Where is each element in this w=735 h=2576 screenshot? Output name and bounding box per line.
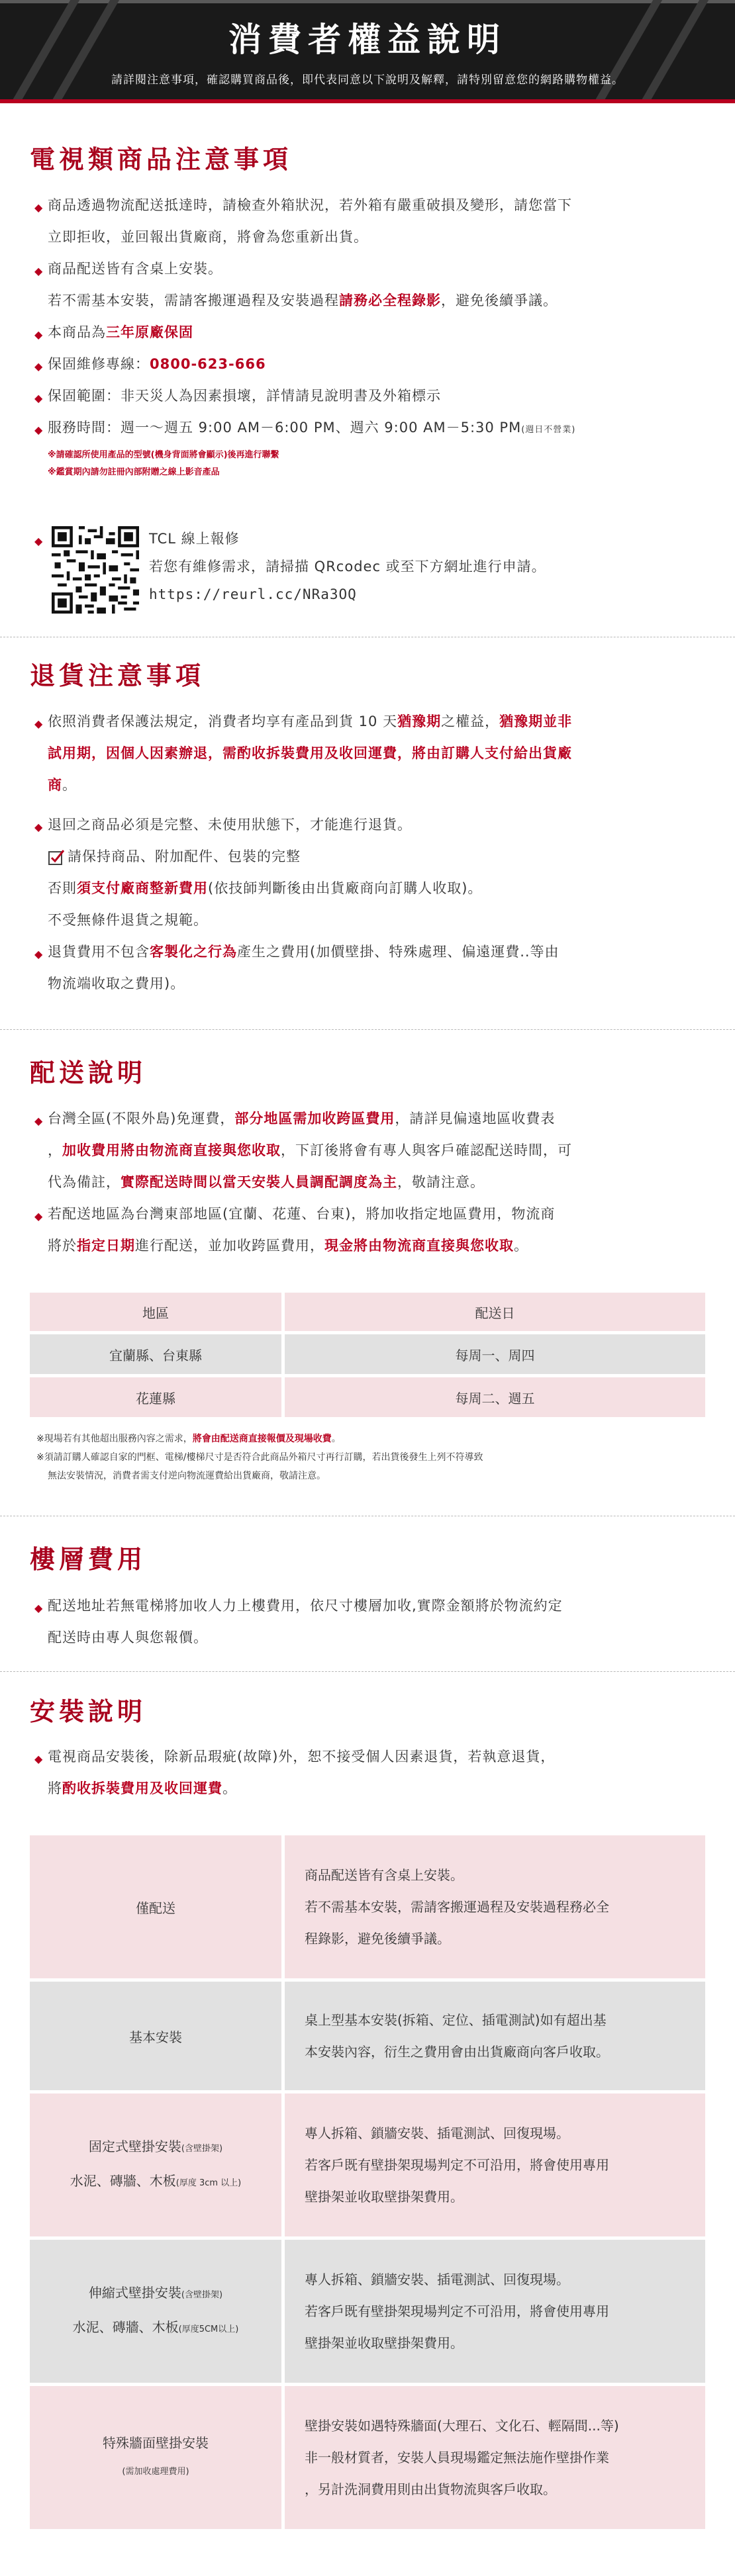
tv-report-url-link[interactable]: https://reurl.cc/NRa3OQ — [149, 586, 357, 602]
bullet-diamond-icon: ◆ — [34, 1602, 43, 1614]
bullet-diamond-icon: ◆ — [34, 265, 43, 277]
section-title-returns: 退貨注意事項 — [30, 661, 205, 690]
bullet-diamond-icon: ◆ — [34, 1210, 43, 1222]
install-table-cell-type: 基本安裝 — [30, 1982, 281, 2090]
page-subtitle: 請詳閱注意事項，確認購買商品後，即代表同意以下說明及解釋，請特別留意您的網路購物權益。 — [111, 73, 624, 87]
bullet-diamond-icon: ◆ — [34, 1115, 43, 1127]
tv-bullet-1-line-1: 商品透過物流配送抵達時，請檢查外箱狀況，若外箱有嚴重破損及變形，請您當下 — [48, 197, 572, 213]
tv-bullet-service-hours: 服務時間：週一～週五 9:00 AM－6:00 PM、週六 9:00 AM－5:30 PM(週日不營業) — [48, 420, 576, 436]
install-table-cell-desc: 桌上型基本安裝(拆箱、定位、插電測試)如有超出基 本安裝內容，衍生之費用會由出貨廠商向客戶收取。 — [285, 1982, 705, 2090]
section-title-tv: 電視類商品注意事項 — [30, 145, 293, 174]
tv-note-model: ※請確認所使用產品的型號(機身背面將會顯示)後再進行聯繫 — [48, 450, 279, 460]
bullet-diamond-icon: ◆ — [34, 821, 43, 833]
qr-code-icon — [52, 526, 139, 614]
delivery-note-size-line-1: ※須請訂購人確認自家的門框、電梯/樓梯尺寸是否符合此商品外箱尺寸再行訂購，若出貨後發生上列不符導致 — [36, 1452, 483, 1463]
install-bullet-line-1: 電視商品安裝後，除新品瑕疵(故障)外，恕不接受個人因素退貨，若執意退貨， — [48, 1749, 556, 1765]
tv-report-title: TCL 線上報修 — [149, 531, 240, 547]
returns-unconditional-line: 不受無條件退貨之規範。 — [48, 912, 208, 928]
returns-bullet-1-line-1: 依照消費者保護法規定，消費者均享有產品到貨 10 天猶豫期之權益，猶豫期並非 — [48, 713, 573, 729]
install-table-cell-type: 固定式壁掛安裝(含壁掛架) 水泥、磚牆、木板(厚度 3cm 以上) — [30, 2093, 281, 2236]
returns-bullet-1-line-3: 商。 — [48, 777, 77, 793]
returns-refurbish-fee-line: 否則須支付廠商整新費用(依技師判斷後由出貨廠商向訂購人收取)。 — [48, 880, 483, 896]
delivery-table-header-region: 地區 — [30, 1293, 281, 1331]
delivery-table-cell-region: 花蓮縣 — [30, 1377, 281, 1417]
tv-bullet-warranty: 本商品為三年原廠保固 — [48, 324, 193, 340]
delivery-note-size-line-2: 無法安裝情況，消費者需支付逆向物流運費給出貨廠商，敬請注意。 — [48, 1471, 326, 1481]
delivery-bullet-1-line-3: 代為備註，實際配送時間以當天安裝人員調配調度為主，敬請注意。 — [48, 1174, 485, 1190]
tv-bullet-2-line-1: 商品配送皆有含桌上安裝。 — [48, 261, 222, 277]
bullet-diamond-icon: ◆ — [34, 328, 43, 341]
tv-bullet-warranty-scope: 保固範圍：非天災人為因素損壞，詳情請見說明書及外箱標示 — [48, 388, 441, 404]
tv-note-online-video: ※鑑賞期內請勿註冊內部附贈之線上影音產品 — [48, 467, 220, 477]
header-banner — [0, 0, 735, 99]
install-table-cell-desc: 專人拆箱、鎖牆安裝、插電測試、回復現場。 若客戶既有壁掛架現場判定不可沿用，將會使用專用 壁掛架並收取壁掛架費用。 — [285, 2093, 705, 2236]
install-table-cell-type: 伸縮式壁掛安裝(含壁掛架) 水泥、磚牆、木板(厚度5CM以上) — [30, 2240, 281, 2383]
returns-check-item: 請保持商品、附加配件、包裝的完整 — [68, 849, 301, 864]
bullet-diamond-icon: ◆ — [34, 535, 43, 547]
delivery-bullet-1-line-1: 台灣全區(不限外島)免運費，部分地區需加收跨區費用，請詳見偏遠地區收費表 — [48, 1111, 556, 1127]
returns-bullet-3-line-1: 退貨費用不包含客製化之行為產生之費用(加價壁掛、特殊處理、偏遠運費..等由 — [48, 944, 560, 960]
delivery-table-cell-region: 宜蘭縣、台東縣 — [30, 1334, 281, 1374]
floor-bullet-line-1: 配送地址若無電梯將加收人力上樓費用，依尺寸樓層加收,實際金額將於物流約定 — [48, 1598, 563, 1614]
header-red-bar — [0, 99, 735, 103]
returns-bullet-1-line-2: 試用期，因個人因素辦退，需酌收拆裝費用及收回運費，將由訂購人支付給出貨廠 — [48, 745, 572, 761]
section-title-install: 安裝說明 — [30, 1697, 147, 1726]
install-bullet-line-2: 將酌收拆裝費用及收回運費。 — [48, 1780, 237, 1796]
install-table-cell-type: 僅配送 — [30, 1835, 281, 1978]
returns-bullet-3-line-2: 物流端收取之費用)。 — [48, 976, 185, 991]
bullet-diamond-icon: ◆ — [34, 717, 43, 730]
section-title-floor: 樓層費用 — [30, 1545, 147, 1574]
page-title: 消費者權益說明 — [228, 21, 507, 59]
section-divider — [0, 1671, 735, 1672]
bullet-diamond-icon: ◆ — [34, 948, 43, 960]
delivery-bullet-2-line-2: 將於指定日期進行配送，並加收跨區費用，現金將由物流商直接與您收取。 — [48, 1238, 528, 1254]
bullet-diamond-icon: ◆ — [34, 1753, 43, 1765]
bullet-diamond-icon: ◆ — [34, 201, 43, 214]
install-table-cell-desc: 商品配送皆有含桌上安裝。 若不需基本安裝，需請客搬運過程及安裝過程務必全 程錄影，避免後續爭議。 — [285, 1835, 705, 1978]
floor-bullet-line-2: 配送時由專人與您報價。 — [48, 1630, 208, 1645]
bullet-diamond-icon: ◆ — [34, 360, 43, 373]
delivery-bullet-2-line-1: 若配送地區為台灣東部地區(宜蘭、花蓮、台東)，將加收指定地區費用，物流商 — [48, 1206, 556, 1222]
install-table-cell-desc: 壁掛安裝如遇特殊牆面(大理石、文化石、輕隔間...等) 非一般材質者，安裝人員現場鑑定無法施作壁掛作業 ，另計洗洞費用則由出貨物流與客戶收取。 — [285, 2386, 705, 2529]
returns-bullet-2: 退回之商品必須是完整、未使用狀態下，才能進行退貨。 — [48, 817, 412, 833]
delivery-table-cell-day: 每周一、周四 — [285, 1334, 705, 1374]
tv-bullet-1-line-2: 立即拒收，並回報出貨廠商，將會為您重新出貨。 — [48, 229, 368, 245]
checkbox-checked-icon — [48, 849, 65, 866]
install-table-cell-desc: 專人拆箱、鎖牆安裝、插電測試、回復現場。 若客戶既有壁掛架現場判定不可沿用，將會使用專用 壁掛架並收取壁掛架費用。 — [285, 2240, 705, 2383]
section-divider — [0, 1029, 735, 1030]
bullet-diamond-icon: ◆ — [34, 392, 43, 404]
tv-report-instruction: 若您有維修需求，請掃描 QRcodec 或至下方網址進行申請。 — [149, 559, 546, 575]
tv-bullet-2-line-2: 若不需基本安裝，需請客搬運過程及安裝過程請務必全程錄影，避免後續爭議。 — [48, 293, 558, 308]
section-title-delivery: 配送說明 — [30, 1058, 147, 1087]
delivery-table-header-day: 配送日 — [285, 1293, 705, 1331]
install-table-cell-type: 特殊牆面壁掛安裝 (需加收處理費用) — [30, 2386, 281, 2529]
delivery-note-extra-service: ※現場若有其他超出服務內容之需求，將會由配送商直接報價及現場收費。 — [36, 1434, 341, 1444]
delivery-bullet-1-line-2: ，加收費用將由物流商直接與您收取，下訂後將會有專人與客戶確認配送時間，可 — [48, 1142, 572, 1158]
bullet-diamond-icon: ◆ — [34, 424, 43, 436]
delivery-table-cell-day: 每周二、週五 — [285, 1377, 705, 1417]
tv-bullet-hotline: 保固維修專線：0800-623-666 — [48, 356, 266, 372]
